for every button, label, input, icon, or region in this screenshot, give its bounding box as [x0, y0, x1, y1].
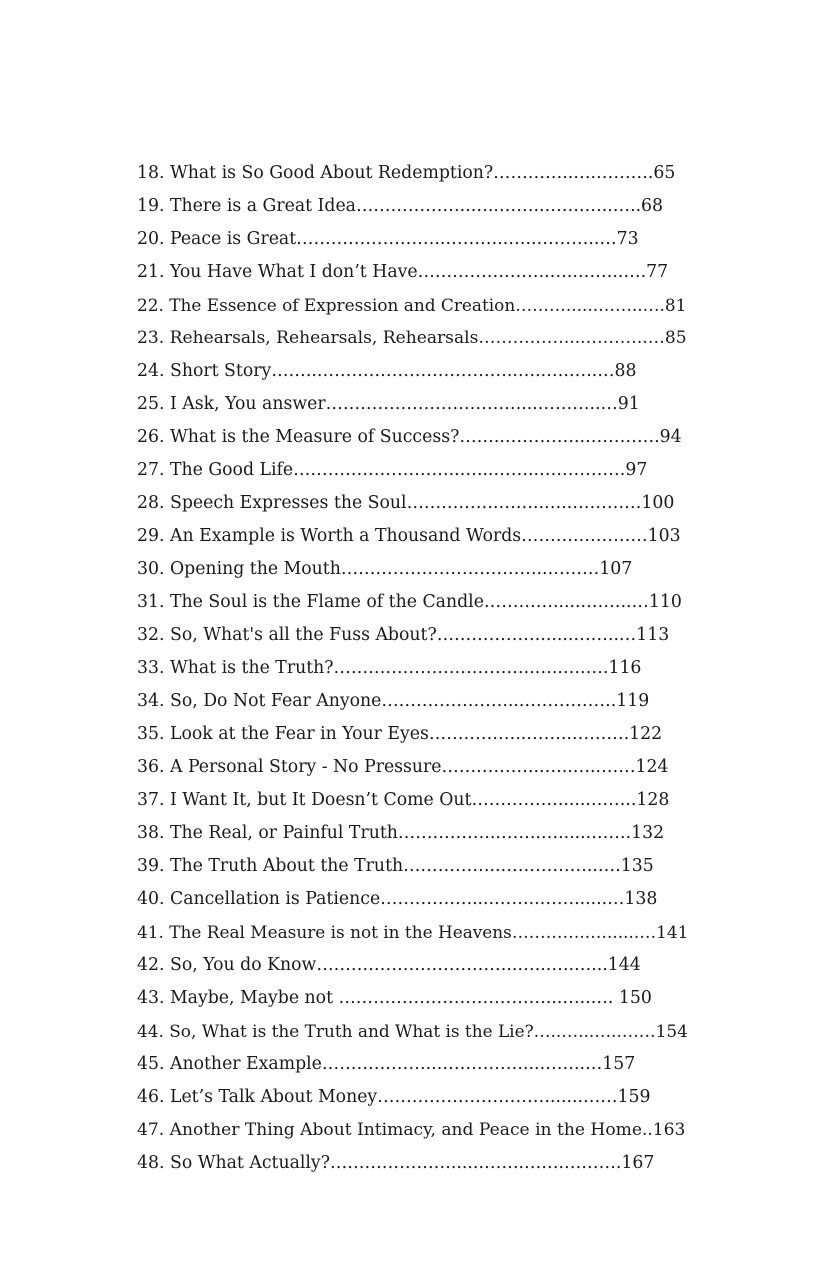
toc-entry-25: 25. I Ask, You answer……………………………....………..…91 — [137, 394, 640, 414]
toc-entry-39: 39. The Truth About the Truth……………..……………..….135 — [137, 856, 654, 876]
toc-entry-32: 32. So, What's all the Fuss About?………………......……..…113 — [137, 625, 670, 645]
toc-entry-45: 45. Another Example………………..……………...……..…157 — [137, 1054, 636, 1074]
toc-entry-37: 37. I Want It, but It Doesn’t Come Out……………......……..128 — [137, 790, 670, 810]
toc-entry-23: 23. Rehearsals, Rehearsals, Rehearsals……………....………..…85 — [137, 328, 687, 348]
toc-entry-22: 22. The Essence of Expression and Creation………......……..….81 — [137, 295, 687, 315]
toc-entry-46: 46. Let’s Talk About Money…………………………......……159 — [137, 1087, 651, 1107]
toc-entry-26: 26. What is the Measure of Success?……..…………..………….94 — [137, 427, 682, 447]
toc-entry-30: 30. Opening the Mouth……………………………...………107 — [137, 559, 633, 579]
toc-entry-35: 35. Look at the Fear in Your Eyes……………..……..……….122 — [137, 724, 663, 744]
toc-entry-28: 28. Speech Expresses the Soul…………….……..…..…………100 — [137, 493, 675, 513]
toc-entry-41: 41. The Real Measure is not in the Heavens…………..…......…141 — [137, 922, 689, 942]
toc-entry-38: 38. The Real, or Painful Truth……………..……..…......…….132 — [137, 823, 665, 843]
toc-entry-33: 33. What is the Truth?……………………………..…..….….116 — [137, 658, 642, 678]
toc-entry-40: 40. Cancellation is Patience…………….....……..……......…138 — [137, 889, 658, 909]
toc-entry-19: 19. There is a Great Idea………………..…..……..…….…..…..68 — [137, 196, 664, 216]
toc-entry-47: 47. Another Thing About Intimacy, and Peace in the Home..163 — [137, 1120, 686, 1140]
toc-entry-18: 18. What is So Good About Redemption?…………..….……….65 — [137, 163, 676, 183]
toc-entry-43: 43. Maybe, Maybe not ………………………………...…..…. 150 — [137, 988, 652, 1008]
toc-entry-48: 48. So What Actually?………………….....……..…….……….167 — [137, 1153, 655, 1173]
toc-entry-27: 27. The Good Life………………………..…...……..……………97 — [137, 460, 648, 480]
toc-entry-24: 24. Short Story……..……………………………..…..….…..…88 — [137, 361, 637, 381]
toc-entry-34: 34. So, Do Not Fear Anyone…………………....…………….119 — [137, 691, 650, 711]
toc-entry-21: 21. You Have What I don’t Have…………………..…..……..….77 — [137, 262, 669, 282]
table-of-contents — [137, 157, 690, 1180]
toc-entry-20: 20. Peace is Great……………………..………..…..………..…73 — [137, 229, 639, 249]
toc-entry-44: 44. So, What is the Truth and What is the Lie?…..…...…..……154 — [137, 1021, 688, 1041]
toc-entry-29: 29. An Example is Worth a Thousand Words……….…………103 — [137, 526, 681, 546]
toc-entry-36: 36. A Personal Story - No Pressure……………..…...…..……124 — [137, 757, 669, 777]
toc-entry-31: 31. The Soul is the Flame of the Candle…………......……..…110 — [137, 592, 682, 612]
toc-entry-42: 42. So, You do Know……………………………..…..…..…...144 — [137, 955, 641, 975]
